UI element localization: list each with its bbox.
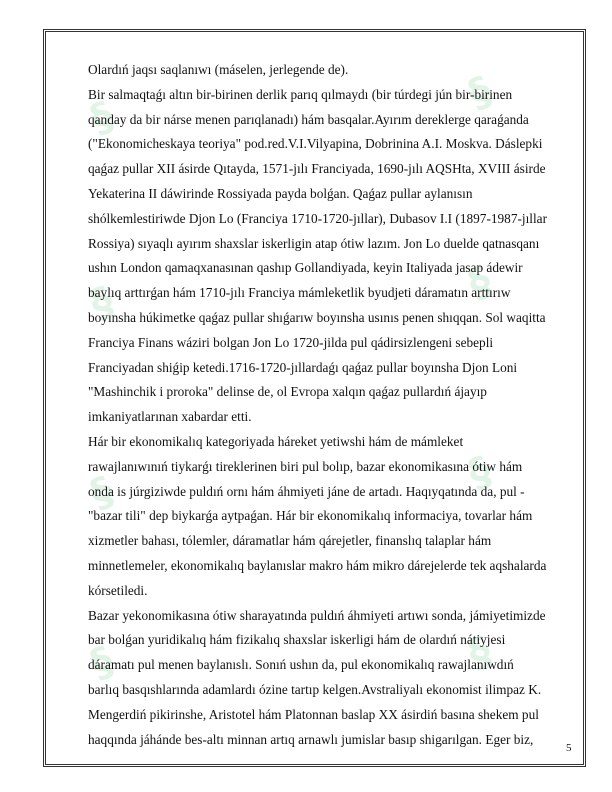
text-line: qanday da bir nárse menen parıqlanadı) hám basqalar.Ayırım dereklerge qaraǵanda: [88, 111, 529, 127]
text-line: ushın London qamaqxanasınan qashıp Gollandiyada, keyin Italiyada jasap ádewir: [88, 260, 523, 276]
watermark-icon: §: [84, 467, 120, 519]
text-line: Yekaterina II dáwirinde Rossiyada payda bolǵan. Qaǵaz pullar aylanısın: [88, 185, 473, 201]
text-line: ("Ekonomicheskaya teoriya" pod.red.V.I.Vilyapina, Dobrinina A.I. Moskva. Dáslepki: [88, 136, 543, 152]
text-line: rawajlanıwınıń tiykarǵı tireklerinen biri pul bolıp, bazar ekonomikasına ótiw hám: [88, 458, 523, 474]
text-line: Franciyadan shiǵip ketedi.1716-1720-jıllardaǵı qaǵaz pullar boyınsha Djon Loni: [88, 359, 518, 375]
text-line: Hár bir ekonomikalıq kategoriyada háreket yetiwshi hám de mámleket: [88, 433, 464, 449]
watermark-icon: §: [462, 67, 498, 119]
text-line: shólkemlestiriwde Djon Lo (Franciya 1710-1720-jıllar), Dubasov I.I (1897-1987-jıllar: [88, 210, 548, 226]
text-line: imkaniyatlarınan xabardar etti.: [88, 409, 252, 425]
text-line: Mengerdiń pikirinshe, Aristotel hám Platonnan baslap XX ásirdiń basına shekem pul: [88, 706, 539, 722]
text-line: barlıq basqıshlarında adamlardı ózine tartıp kelgen.Avstraliyalı ekonomist ilimpaz K.: [88, 681, 542, 697]
text-line: Rossiya) sıyaqlı ayırım shaxslar iskerligin atap ótiw lazım. Jon Lo duelde qatnasqanı: [88, 235, 540, 251]
text-line: dáramatı pul menen baylanıslı. Sonıń ushın da, pul ekonomikalıq rawajlanıwdıń: [88, 657, 514, 673]
text-line: xizmetler bahası, tólemler, dáramatlar hám qárejetler, finanslıq talaplar hám: [88, 533, 492, 549]
watermark-icon: §: [462, 447, 498, 499]
watermark-icon: §: [84, 92, 120, 144]
text-line: "bazar tili" dep biykarǵa aytpaǵan. Hár bir ekonomikalıq informaciya, tovarlar hám: [88, 508, 533, 524]
text-line: onda is júrgiziwde puldıń ornı hám áhmiyeti jáne de artadı. Haqıyqatında da, pul -: [88, 483, 525, 499]
body-text: [88, 58, 572, 752]
watermark-icon: §: [462, 257, 498, 309]
text-line: Bazar yekonomikasına ótiw sharayatında puldıń áhmiyeti artıwı sonda, jámiyetimizde: [88, 607, 546, 623]
text-line: minnetlemeler, ekonomikalıq baylanıslar makro hám mikro dárejelerde tek aqshalarda: [88, 557, 547, 573]
watermark-icon: §: [84, 277, 120, 329]
text-line: baylıq arttırǵan hám 1710-jılı Franciya mámleketlik byudjeti dáramatın arttırıw: [88, 285, 511, 301]
watermark-icon: §: [462, 627, 498, 679]
text-line: Bir salmaqtaǵı altın bir-birinen derlik parıq qılmaydı (bir túrdegi jún bir-birinen: [88, 86, 513, 102]
text-line: Olardıń jaqsı saqlanıwı (máselen, jerlegende de).: [88, 62, 349, 77]
text-line: boyınsha húkimetke qaǵaz pullar shıǵarıw boyınsha usınıs penen shıqqan. Sol waqitta: [88, 309, 546, 325]
text-line: Franciya Finans wáziri bolgan Jon Lo 1720-jilda pul qádirsizlengeni sebepli: [88, 334, 494, 350]
text-line: haqqında jáhánde bes-altı minnan artıq arnawlı jumislar basıp shigarılgan. Eger biz,: [88, 731, 534, 747]
text-line: "Mashinchik i proroka" delinse de, ol Evropa xalqın qaǵaz pullardıń ájayıp: [88, 384, 487, 400]
page-number: 5: [566, 742, 572, 754]
text-line: qaǵaz pullar XII ásirde Qıtayda, 1571-jılı Franciyada, 1690-jılı AQSHta, XVIII ásirde: [88, 161, 546, 177]
text-line: kórsetiledi.: [88, 582, 148, 598]
watermark-icon: §: [84, 637, 120, 689]
text-line: bar bolǵan yuridikalıq hám fizikalıq shaxslar iskerligi hám de olardıń nátiyjesi: [88, 632, 506, 648]
